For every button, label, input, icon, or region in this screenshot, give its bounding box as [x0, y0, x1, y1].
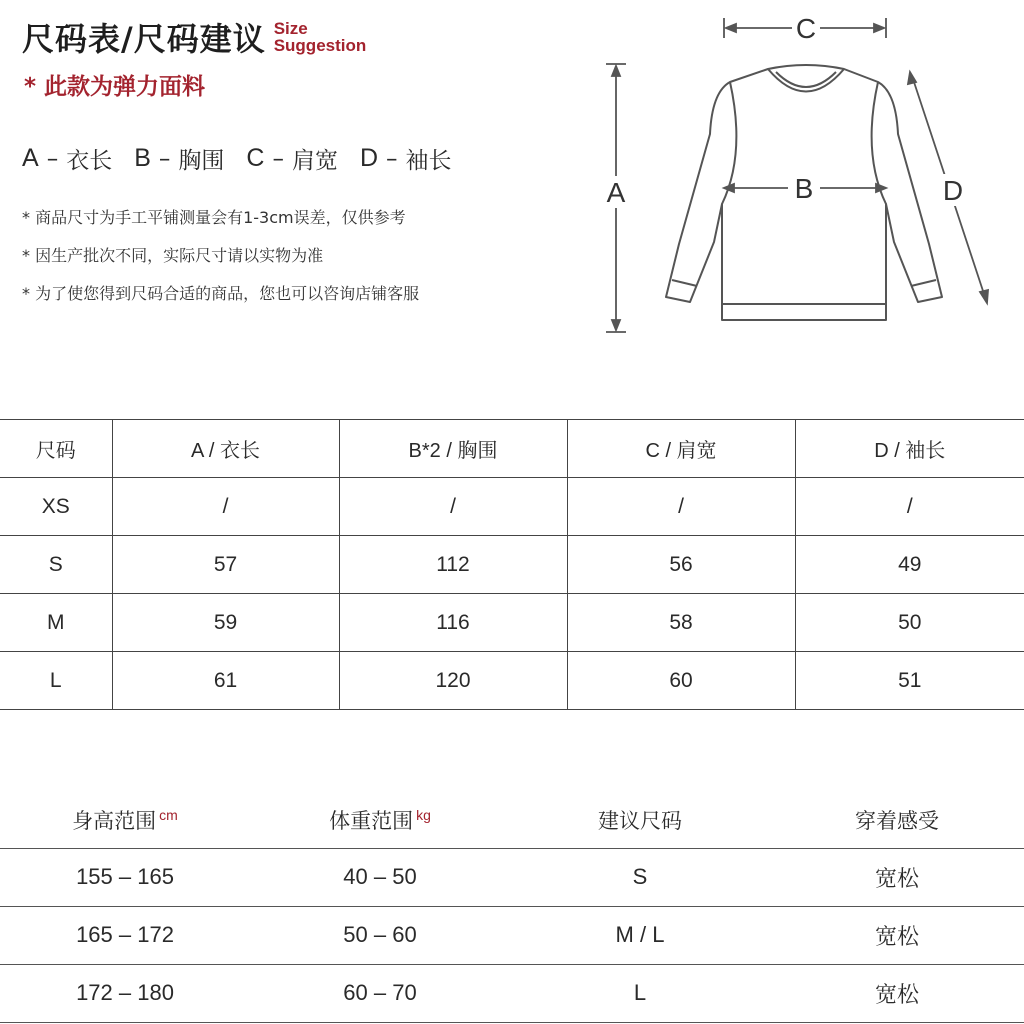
table-row [0, 478, 1024, 536]
measurement-letters [602, 12, 968, 208]
table-row [0, 848, 1024, 906]
table-cell: 60 – 70 [343, 980, 417, 1005]
legend-label: 胸围 [178, 148, 225, 174]
table-cell: M / L [615, 922, 665, 947]
table-row [0, 906, 1024, 964]
legend-label: 衣长 [66, 148, 113, 174]
table-cell: 155 – 165 [76, 864, 174, 889]
legend-item-d [360, 142, 452, 175]
table-cell: 61 [112, 652, 339, 710]
table-cell: / [112, 478, 339, 536]
table-cell: 172 – 180 [76, 980, 174, 1005]
table-row [0, 594, 1024, 652]
measurement-notes [22, 206, 419, 320]
label-a: A [606, 177, 626, 208]
legend-key: D [359, 144, 378, 172]
legend-item-b [134, 142, 224, 175]
table-header-row [0, 420, 1024, 478]
title-main: 尺码表/尺码建议 [22, 20, 266, 58]
table-cell: 40 – 50 [343, 864, 417, 889]
size-chart-table [0, 419, 1024, 710]
table-cell: 50 – 60 [343, 922, 417, 947]
header-recommended-size: 建议尺码 [598, 810, 682, 834]
table-cell: L [633, 980, 647, 1005]
table-header-row [0, 793, 1024, 848]
header-fit-feel: 穿着感受 [855, 810, 939, 834]
legend-label: 肩宽 [291, 148, 338, 174]
table-cell: S [632, 864, 648, 889]
title-en-line1: Size [273, 19, 308, 38]
header-chest: B*2 / 胸围 [339, 420, 567, 478]
label-d: D [942, 175, 964, 206]
table-cell: 59 [112, 594, 339, 652]
table-cell: 宽松 [874, 865, 919, 891]
table-cell: L [0, 652, 112, 710]
table-cell: 49 [795, 536, 1024, 594]
table-cell: 50 [795, 594, 1024, 652]
header-shoulder: C / 肩宽 [567, 420, 795, 478]
weight-unit: kg [416, 807, 431, 824]
legend-key: B [134, 144, 151, 172]
table-cell: S [0, 536, 112, 594]
table-row [0, 536, 1024, 594]
header-length: A / 衣长 [112, 420, 339, 478]
legend-key: C [246, 144, 265, 172]
table-cell: 57 [112, 536, 339, 594]
table-cell: 112 [339, 536, 567, 594]
legend-item-c [246, 142, 338, 175]
legend-key: A [22, 144, 39, 172]
size-recommendation-table [0, 793, 1024, 1023]
table-cell: 宽松 [874, 981, 919, 1007]
sweater-measurement-diagram [596, 4, 1016, 344]
header-sleeve: D / 袖长 [795, 420, 1024, 478]
table-cell: / [567, 478, 795, 536]
legend-dash: – [46, 145, 59, 172]
title-en-line2: Suggestion [273, 36, 367, 55]
table-cell: / [339, 478, 567, 536]
table-row [0, 964, 1024, 1022]
title-english [274, 20, 367, 54]
page-title [22, 14, 366, 60]
table-cell: 58 [567, 594, 795, 652]
legend-dash: – [386, 145, 398, 172]
legend-item-a [22, 142, 112, 175]
header-height-label: 身高范围 [72, 810, 157, 834]
table-cell: 60 [567, 652, 795, 710]
measurement-legend [22, 142, 452, 175]
header-height [0, 793, 250, 848]
header-weight-label: 体重范围 [329, 810, 414, 834]
table-cell: XS [0, 478, 112, 536]
legend-dash: – [158, 145, 171, 172]
elastic-fabric-note: * 此款为弹力面料 [24, 74, 206, 100]
table-cell: 165 – 172 [76, 922, 174, 947]
label-b: B [794, 173, 814, 204]
header-weight [250, 793, 510, 848]
note-item: * 为了使您得到尺码合适的商品，您也可以咨询店铺客服 [22, 284, 420, 303]
legend-dash: – [272, 145, 284, 172]
table-cell: 56 [567, 536, 795, 594]
header-size: 尺码 [0, 420, 112, 478]
table-cell: 120 [339, 652, 567, 710]
table-cell: 116 [339, 594, 567, 652]
legend-label: 袖长 [405, 148, 452, 174]
label-c: C [795, 13, 817, 44]
table-cell: / [795, 478, 1024, 536]
note-item: * 商品尺寸为手工平铺测量会有1-3cm误差，仅供参考 [22, 208, 406, 227]
height-unit: cm [159, 807, 178, 824]
table-cell: 宽松 [874, 923, 919, 949]
note-item: * 因生产批次不同，实际尺寸请以实物为准 [22, 246, 324, 265]
table-cell: 51 [795, 652, 1024, 710]
table-row [0, 652, 1024, 710]
table-cell: M [0, 594, 112, 652]
